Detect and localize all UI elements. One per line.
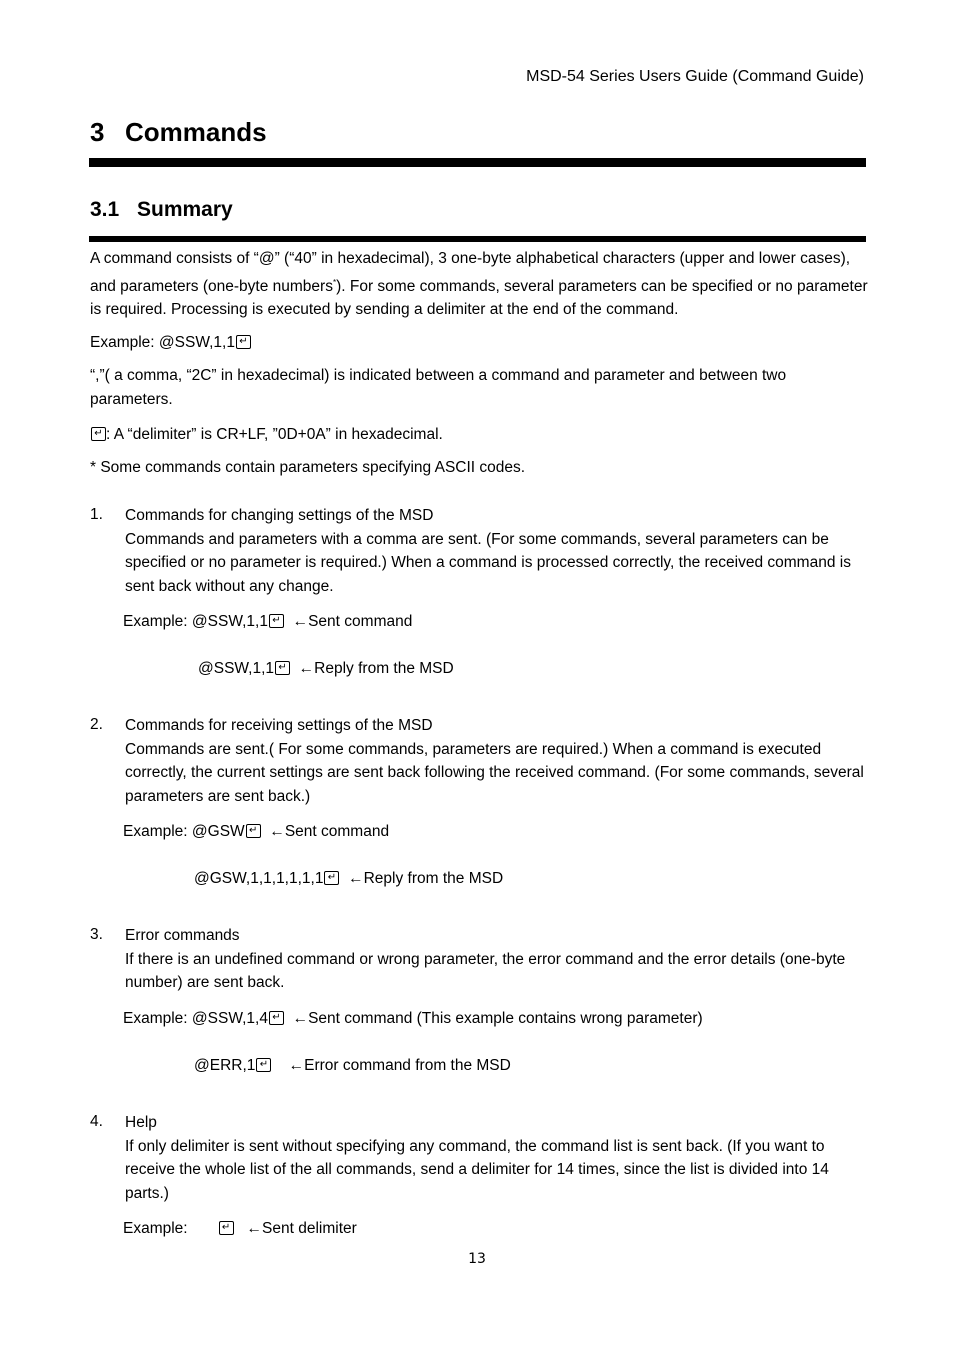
page-number: 13 xyxy=(468,1251,486,1267)
list-item xyxy=(125,1111,870,1205)
list-item-title: Commands for changing settings of the MSD xyxy=(125,507,434,524)
list-item-description: If only delimiter is sent without specifying any command, the command list is sent back. (If you want to receive the whole list of the all commands, send a delimiter for 14 times, since the list is divided into 14 parts.) xyxy=(125,1137,829,1202)
example-command: @SSW,1,1 xyxy=(198,660,275,677)
enter-key-icon: ↵ xyxy=(219,1221,234,1235)
intro-paragraph xyxy=(90,247,870,322)
example-reply xyxy=(198,660,454,678)
section-heading xyxy=(90,117,267,148)
example-reply xyxy=(194,870,503,888)
list-item xyxy=(125,504,870,598)
example-sent xyxy=(123,613,412,631)
section-number: 3 xyxy=(90,117,105,147)
example-command: Example: xyxy=(123,1220,188,1237)
example-note: ←Reply from the MSD xyxy=(298,660,454,677)
enter-key-icon: ↵ xyxy=(256,1058,271,1072)
enter-key-icon: ↵ xyxy=(236,335,251,349)
example-note: ←Sent command xyxy=(292,613,413,630)
example-command: Example: @SSW,1,1 xyxy=(123,613,268,630)
example-reply xyxy=(194,1057,511,1075)
example-command: Example: @GSW xyxy=(123,823,245,840)
enter-key-icon: ↵ xyxy=(91,427,106,441)
example-sent xyxy=(123,1010,703,1028)
section-rule xyxy=(89,158,866,167)
list-item-number: 1. xyxy=(90,506,103,523)
example-note: ←Sent command xyxy=(269,823,390,840)
list-item-number: 2. xyxy=(90,716,103,733)
example-note: ←Sent command (This example contains wrong parameter) xyxy=(292,1010,703,1027)
list-item-number: 3. xyxy=(90,926,103,943)
list-item-description: Commands are sent.( For some commands, parameters are required.) When a command is executed correctly, the current settings are sent back following the received command. (For some commands, several parameters are sent back.) xyxy=(125,740,864,805)
example-command: @GSW,1,1,1,1,1,1 xyxy=(194,870,324,887)
list-item xyxy=(125,924,870,995)
example-note: ←Reply from the MSD xyxy=(348,870,504,887)
running-header: MSD-54 Series Users Guide (Command Guide) xyxy=(526,68,864,85)
delimiter-note xyxy=(90,426,443,444)
intro-example xyxy=(90,334,251,352)
list-item-description: Commands and parameters with a comma are sent. (For some commands, several parameters can be specified or no parameter is required.) When a command is processed correctly, the received command is sent back without any change. xyxy=(125,530,851,595)
example-note: ←Error command from the MSD xyxy=(288,1057,511,1074)
example-label: Example: @SSW,1,1 xyxy=(90,334,235,351)
enter-key-icon: ↵ xyxy=(269,1011,284,1025)
enter-key-icon: ↵ xyxy=(324,871,339,885)
enter-key-icon: ↵ xyxy=(269,614,284,628)
footnote-marker: * xyxy=(332,277,337,287)
subsection-rule xyxy=(89,236,866,242)
list-item xyxy=(125,714,870,808)
intro-text-a: A command consists of “@” (“40” in hexadecimal), 3 one-byte alphabetical characters (upper and lower cases), and parameters (one-byte numbers xyxy=(90,250,851,295)
intro-text-b: ). For some commands, several parameters can be specified or no parameter is required. Processing is executed by sending a delimiter at the end of the command. xyxy=(90,277,868,319)
example-command: @ERR,1 xyxy=(194,1057,256,1074)
list-item-title: Error commands xyxy=(125,927,240,944)
list-item-title: Commands for receiving settings of the MSD xyxy=(125,717,433,734)
subsection-heading xyxy=(90,198,233,222)
list-item-number: 4. xyxy=(90,1113,103,1130)
comma-note: “,”( a comma, “2C” in hexadecimal) is indicated between a command and parameter and between two parameters. xyxy=(90,367,787,408)
example-command: Example: @SSW,1,4 xyxy=(123,1010,268,1027)
section-title: Commands xyxy=(125,117,267,147)
ascii-note: * Some commands contain parameters specifying ASCII codes. xyxy=(90,459,526,476)
enter-key-icon: ↵ xyxy=(246,824,261,838)
subsection-number: 3.1 xyxy=(90,198,120,221)
enter-key-icon: ↵ xyxy=(275,661,290,675)
example-sent xyxy=(123,823,389,841)
subsection-title: Summary xyxy=(137,198,233,221)
list-item-description: If there is an undefined command or wrong parameter, the error command and the error details (one-byte number) are sent back. xyxy=(125,950,846,991)
example-sent xyxy=(123,1220,357,1238)
example-note: ←Sent delimiter xyxy=(246,1220,357,1237)
delimiter-note-text: : A “delimiter” is CR+LF, ”0D+0A” in hexadecimal. xyxy=(106,426,443,443)
list-item-title: Help xyxy=(125,1114,157,1131)
